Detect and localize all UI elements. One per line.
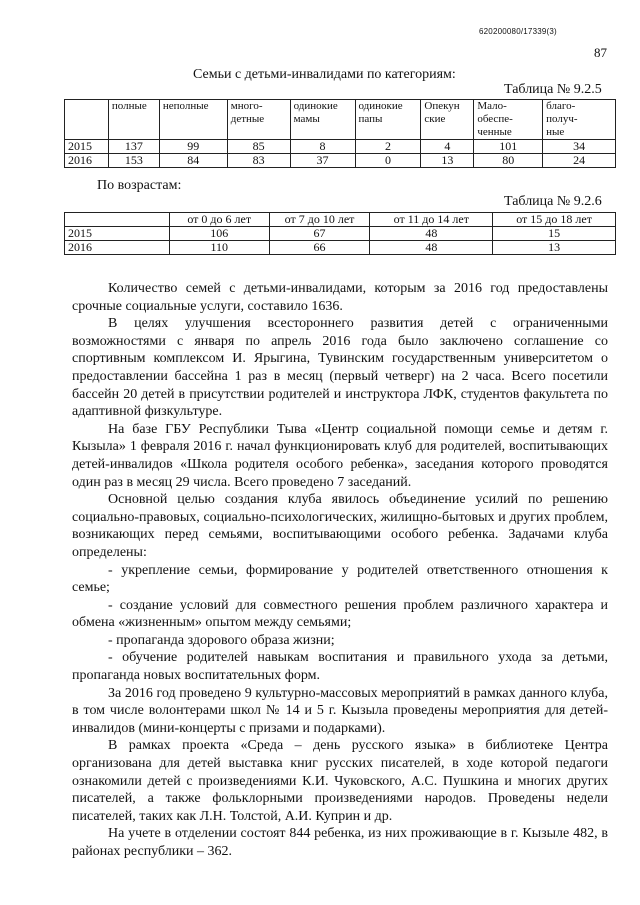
table-row	[65, 140, 616, 154]
header-cell: от 7 до 10 лет	[269, 213, 370, 227]
paragraph: На учете в отделении состоят 844 ребенка, из них проживающие в г. Кызыле 482, в районах республики – 362.	[72, 826, 608, 859]
value-cell: 48	[370, 227, 493, 241]
table1-header-row	[65, 100, 616, 140]
table-row	[65, 154, 616, 168]
value-cell: 13	[421, 154, 474, 168]
value-cell: 34	[543, 140, 616, 154]
value-cell: 66	[269, 241, 370, 255]
header-cell: от 11 до 14 лет	[370, 213, 493, 227]
paragraph: В рамках проекта «Среда – день русского языка» в библиотеке Центра организована для детей выставка книг русских писателей, в ходе которой педагоги ознакомили детей с произведениями К.И. Чуковского, А.С. Пушкина и многих других писателей, а также фольклорными произведениями народов. Проведены недели писателей, таких как Л.Н. Толстой, А.И. Куприн и др.	[72, 738, 608, 824]
header-cell: Мало- обеспе- ченные	[474, 100, 543, 140]
year-cell: 2015	[65, 227, 170, 241]
paragraph: Количество семей с детьми-инвалидами, которым за 2016 год предоставлены срочные социальные услуги, составило 1636.	[72, 281, 608, 314]
value-cell: 2	[355, 140, 421, 154]
value-cell: 85	[227, 140, 290, 154]
value-cell: 101	[474, 140, 543, 154]
table2-title: По возрастам:	[97, 178, 182, 193]
body-text	[72, 280, 608, 861]
value-cell: 24	[543, 154, 616, 168]
value-cell: 137	[108, 140, 159, 154]
paragraph: За 2016 год проведено 9 культурно-массовых мероприятий в рамках данного клуба, в том числе волонтерами школ № 14 и 5 г. Кызыла проведены мероприятия для детей-инвалидов (мини-концерты с призами и подарками).	[72, 685, 608, 736]
value-cell: 13	[493, 241, 616, 255]
paragraph: На базе ГБУ Республики Тыва «Центр социальной помощи семье и детям г. Кызыла» 1 февраля 2016 г. начал функционировать клуб для родителей, воспитывающих детей-инвалидов «Школа родителя особого ребенка», заседания которого проводятся один раз в месяц 29 числа. Всего проведено 7 заседаний.	[72, 421, 608, 490]
value-cell: 15	[493, 227, 616, 241]
table-row	[65, 227, 616, 241]
table1-title: Семьи с детьми-инвалидами по категориям:	[193, 67, 456, 82]
value-cell: 80	[474, 154, 543, 168]
table1-label: Таблица № 9.2.5	[504, 82, 602, 97]
value-cell: 4	[421, 140, 474, 154]
list-item: - пропаганда здорового образа жизни;	[108, 632, 335, 648]
header-cell: много- детные	[227, 100, 290, 140]
value-cell: 83	[227, 154, 290, 168]
header-cell: Опекун ские	[421, 100, 474, 140]
list-item: - обучение родителей навыкам воспитания и правильного ухода за детьми, пропаганда новых воспитательных форм.	[72, 650, 608, 684]
value-cell: 37	[290, 154, 355, 168]
year-cell: 2015	[65, 140, 109, 154]
header-cell-empty	[65, 100, 109, 140]
value-cell: 99	[159, 140, 227, 154]
header-cell: благо- получ- ные	[543, 100, 616, 140]
header-cell: полные	[108, 100, 159, 140]
table2-label: Таблица № 9.2.6	[504, 194, 602, 209]
document-id: 620200080/17339(3)	[479, 27, 557, 36]
header-cell: от 0 до 6 лет	[169, 213, 269, 227]
value-cell: 106	[169, 227, 269, 241]
value-cell: 84	[159, 154, 227, 168]
table2-header-row	[65, 213, 616, 227]
header-cell: от 15 до 18 лет	[493, 213, 616, 227]
value-cell: 67	[269, 227, 370, 241]
value-cell: 110	[169, 241, 269, 255]
header-cell: одинокие папы	[355, 100, 421, 140]
list-item: - создание условий для совместного решения проблем различного характера и обмена «жизненным» опытом между семьями;	[72, 597, 608, 631]
value-cell: 48	[370, 241, 493, 255]
table-families-by-category	[64, 99, 616, 168]
list-item: - укрепление семьи, формирование у родителей ответственного отношения к семье;	[72, 562, 608, 596]
paragraph: Основной целью создания клуба явилось объединение усилий по решению социально-правовых, социально-психологических, жилищно-бытовых и других проблем, возникающих перед семьями, воспитывающими особого ребенка. Задачами клуба определены:	[72, 492, 608, 560]
year-cell: 2016	[65, 241, 170, 255]
value-cell: 153	[108, 154, 159, 168]
value-cell: 0	[355, 154, 421, 168]
header-cell: неполные	[159, 100, 227, 140]
header-cell-empty	[65, 213, 170, 227]
header-cell: одинокие мамы	[290, 100, 355, 140]
value-cell: 8	[290, 140, 355, 154]
year-cell: 2016	[65, 154, 109, 168]
paragraph: В целях улучшения всестороннего развития детей с ограниченными возможностями с января по апрель 2016 года было заключено соглашение со спортивным комплексом И. Ярыгина, Тувинским государственным университетом о предоставлении бассейна 1 раз в месяц (первый четверг) на 2 часа. Всего посетили бассейн 20 детей в присутствии родителей и инструктора ЛФК, студентов факультета по адаптивной физкультуре.	[72, 316, 608, 420]
table-row	[65, 241, 616, 255]
table-children-by-age	[64, 212, 616, 255]
page-number: 87	[594, 45, 607, 60]
